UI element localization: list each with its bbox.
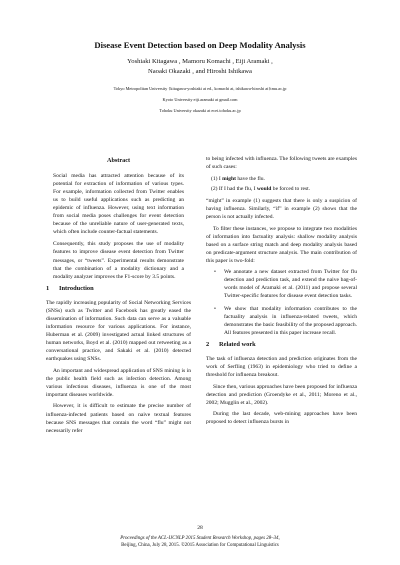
body-paragraph: An important and widespread application of SNS mining is in the public health field such as infection detection. Among various infectious diseases, influenza is one of the most important diseases worldwide.	[46, 367, 191, 398]
abstract-paragraph: Consequently, this study proposes the use of modality features to improve disease event detection from Twitter messages, or “tweets”. Experimental results demonstrate that the combination of a modality dictionary and a modality analyzer improves the F1-score by 3.5 points.	[53, 241, 184, 280]
affiliation-tmu: Tokyo Metropolitan University {kitagawa-yoshiaki at ed., komachi at, ishikawa-hiroshi at}tmu.ac.jp	[113, 86, 287, 91]
contribution-item	[206, 268, 357, 300]
paper-title: Disease Event Detection based on Deep Modality Analysis	[94, 40, 306, 50]
abstract-heading: Abstract	[106, 157, 131, 164]
example-keyword: might	[222, 175, 236, 182]
example-tweet-2	[211, 185, 357, 193]
body-paragraph: to being infected with influenza. The following tweets are examples of such cases:	[206, 156, 357, 171]
body-paragraph: During the last decade, web-mining approaches have been proposed to detect influenza bursts in	[206, 411, 357, 426]
body-paragraph: The task of influenza detection and prediction originates from the work of Serfling (1963) in epidemiology who tried to define a threshold for influenza breakout.	[206, 355, 357, 378]
body-paragraph: However, it is difficult to estimate the precise number of influenza-infected patients based on naive textual features because SNS messages that contain the word “flu” might not necessarily refer	[46, 403, 191, 434]
section-heading-introduction	[46, 285, 191, 293]
authors-line-1: Yoshiaki Kitagawa , Mamoru Komachi , Eiji Aramaki ,	[127, 58, 273, 65]
section-number: 2	[206, 340, 210, 348]
affiliation-tohoku: Tohoku University okazaki at ecei.tohoku.ac.jp	[159, 108, 241, 113]
left-column	[46, 155, 191, 438]
bullet-icon: •	[214, 269, 216, 276]
proceedings-footer	[60, 536, 340, 549]
contribution-list	[206, 268, 357, 336]
example-text: be forced to rest.	[271, 185, 311, 192]
page-number: 28	[197, 525, 203, 531]
body-paragraph: The rapidly increasing popularity of Social Networking Services (SNSs) such as Twitter and Facebook has greatly eased the dissemination of information. Such data can serve as a valuable information resource for various applications. For instance, Huberman et al. (2009) investigated actual linked structures of human networks, Boyd et al. (2010) mapped out retweeting as a conversational practice, and Sakaki et al. (2010) detected earthquakes using SNSs.	[46, 299, 191, 363]
section-title: Related work	[219, 340, 256, 348]
section-number: 1	[46, 284, 50, 292]
affiliation-kyoto: Kyoto University eiji.aramaki at gmail.com	[162, 97, 238, 102]
example-text: have the flu.	[235, 175, 265, 182]
contribution-item	[206, 305, 357, 337]
authors-line-2: Naoaki Okazaki , and Hiroshi Ishikawa	[147, 68, 252, 75]
footer-line-1: Proceedings of the ACL-IJCNLP 2015 Student Research Workshop, pages 28–34,	[120, 536, 280, 541]
example-keyword: would	[256, 185, 272, 192]
bullet-icon: •	[214, 305, 216, 312]
body-paragraph: “might” in example (1) suggests that there is only a suspicion of having influenza. Similarly, “if” in example (2) shows that the person is not actually infected.	[206, 197, 357, 220]
right-column	[206, 155, 357, 430]
body-paragraph: Since then, various approaches have been proposed for influenza detection and prediction (Groendyke et al., 2011; Moreno et al., 2002; Mugglin et al., 2002).	[206, 383, 358, 406]
section-heading-related-work	[206, 341, 357, 349]
footer-line-2: Beijing, China, July 28, 2015. ©2015 Association for Computational Linguistics	[121, 542, 279, 548]
example-number: (1)	[211, 175, 218, 182]
example-tweet-1	[211, 175, 357, 183]
section-title: Introduction	[59, 284, 94, 292]
author-list	[60, 57, 340, 77]
example-text: If I had the flu, I	[218, 185, 257, 192]
contribution-text: We annotate a new dataset extracted from Twitter for flu detection and prediction task, and extend the naive bag-of-words model of Aramaki et al. (2011) and propose several Twitter-specific features for disease event detection tasks.	[224, 269, 357, 300]
body-paragraph: To filter these instances, we propose to integrate two modalities of information into factuality analysis: shallow modality analysis based on a surface string match and deep modality analysis based on predicate-argument structure analysis. The main contribution of this paper is two-fold:	[206, 225, 357, 264]
contribution-text: We show that modality information contributes to the factuality analysis in influenza-related tweets, which demonstrates the basic feasibility of the proposed approach. All features presented in this paper increase recall.	[224, 305, 357, 336]
example-number: (2)	[211, 185, 218, 192]
example-text: I	[218, 175, 223, 182]
abstract-paragraph: Social media has attracted attention because of its potential for extraction of information of various types. For example, information collected from Twitter enables us to build useful applications such as predicting an epidemic of influenza. However, using text information from social media poses challenges for event detection because of the unreliable nature of user-generated texts, which often include counter-factual statements.	[53, 173, 184, 236]
